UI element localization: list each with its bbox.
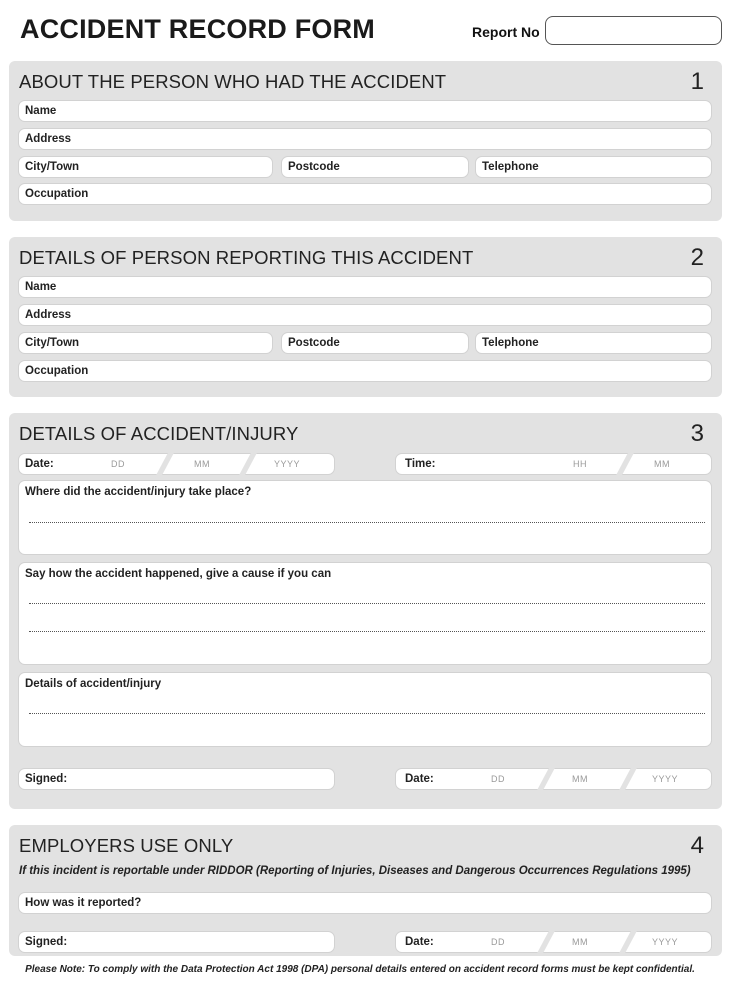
section-accident-details [9,413,722,809]
writing-line [29,522,705,523]
s3-how-field[interactable] [18,562,712,665]
month-placeholder: MM [572,774,588,784]
section-employers-use [9,825,722,956]
s3-signed-label: Signed: [25,773,68,785]
section-2-number: 2 [690,244,704,271]
s3-date-field[interactable] [18,453,335,475]
s1-address-field[interactable] [18,128,712,150]
s1-occupation-field[interactable] [18,183,712,205]
s1-postcode-label: Postcode [288,161,340,173]
date-separator [619,768,637,790]
s1-name-label: Name [25,105,57,117]
s3-signed-field[interactable] [18,768,335,790]
month-placeholder: MM [572,937,588,947]
s2-address-label: Address [25,309,72,321]
s3-time-label: Time: [405,458,436,470]
s2-occupation-field[interactable] [18,360,712,382]
s4-how-reported-field[interactable] [18,892,712,914]
s4-date-field[interactable] [395,931,712,953]
writing-line [29,713,705,714]
s2-telephone-field[interactable] [475,332,712,354]
section-1-heading: ABOUT THE PERSON WHO HAD THE ACCIDENT [19,71,447,92]
s2-city-label: City/Town [25,337,80,349]
s3-where-field[interactable] [18,480,712,555]
s4-signed-field[interactable] [18,931,335,953]
report-no-label: Report No [472,24,540,40]
section-person-reporting [9,237,722,397]
month-placeholder: MM [194,459,210,469]
s3-details-label: Details of accident/injury [25,678,162,690]
year-placeholder: YYYY [652,937,679,947]
s2-city-field[interactable] [18,332,273,354]
date-separator [239,453,257,475]
time-separator [616,453,634,475]
section-3-number: 3 [690,420,704,447]
day-placeholder: DD [491,774,505,784]
s3-details-field[interactable] [18,672,712,747]
section-2-heading: DETAILS OF PERSON REPORTING THIS ACCIDENT [19,247,474,268]
section-1-number: 1 [690,68,704,95]
s1-telephone-label: Telephone [482,161,539,173]
riddor-text: If this incident is reportable under RIDDOR (Reporting of Injuries, Diseases and Dangerous Occurrences Regulations 1995) [19,865,691,877]
writing-line [29,603,705,604]
report-no-input[interactable] [545,16,722,45]
s2-address-field[interactable] [18,304,712,326]
date-separator [537,768,555,790]
data-protection-note: Please Note: To comply with the Data Protection Act 1998 (DPA) personal details entered on accident record forms must be kept confidential. [25,964,695,975]
s2-name-label: Name [25,281,57,293]
section-person-had-accident [9,61,722,221]
s1-postcode-field[interactable] [281,156,469,178]
s3-date-label: Date: [25,458,54,470]
s2-name-field[interactable] [18,276,712,298]
s1-city-label: City/Town [25,161,80,173]
s3-time-field[interactable] [395,453,712,475]
s2-postcode-field[interactable] [281,332,469,354]
date-separator [156,453,174,475]
s1-city-field[interactable] [18,156,273,178]
date-separator [537,931,555,953]
s4-date-label: Date: [405,936,434,948]
hour-placeholder: HH [573,459,587,469]
s1-name-field[interactable] [18,100,712,122]
s3-how-label: Say how the accident happened, give a cause if you can [25,568,332,580]
s4-how-reported-label: How was it reported? [25,897,142,909]
s2-telephone-label: Telephone [482,337,539,349]
date-separator [619,931,637,953]
section-4-heading: EMPLOYERS USE ONLY [19,835,234,856]
s3-signed-date-label: Date: [405,773,434,785]
s3-where-label: Where did the accident/injury take place? [25,486,252,498]
day-placeholder: DD [111,459,125,469]
page-title: ACCIDENT RECORD FORM [20,14,375,44]
day-placeholder: DD [491,937,505,947]
s1-address-label: Address [25,133,72,145]
year-placeholder: YYYY [274,459,301,469]
year-placeholder: YYYY [652,774,679,784]
section-4-number: 4 [690,832,704,859]
s4-signed-label: Signed: [25,936,68,948]
minute-placeholder: MM [654,459,670,469]
writing-line [29,631,705,632]
s2-postcode-label: Postcode [288,337,340,349]
section-3-heading: DETAILS OF ACCIDENT/INJURY [19,423,299,444]
s1-telephone-field[interactable] [475,156,712,178]
s1-occupation-label: Occupation [25,188,89,200]
s3-signed-date-field[interactable] [395,768,712,790]
s2-occupation-label: Occupation [25,365,89,377]
